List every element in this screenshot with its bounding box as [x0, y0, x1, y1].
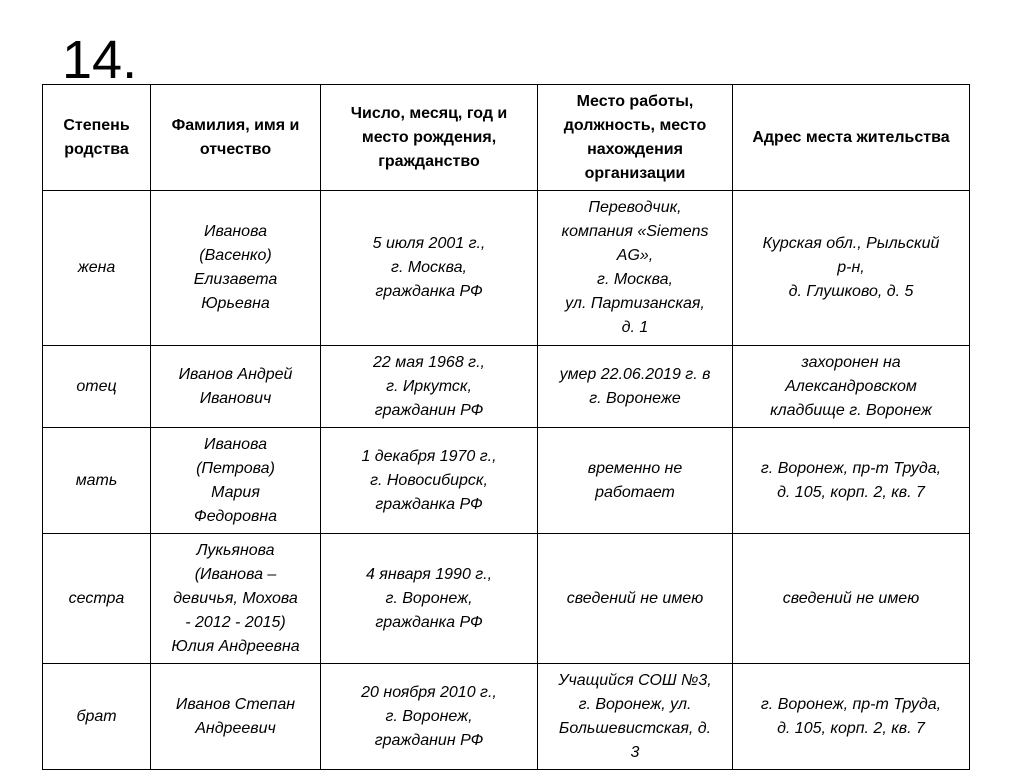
cell-relation: мать — [43, 428, 151, 534]
header-full-name: Фамилия, имя и отчество — [151, 85, 321, 191]
table-row — [43, 664, 970, 770]
table-row — [43, 191, 970, 346]
relatives-table — [42, 84, 970, 770]
cell-full-name: Иванов Андрей Иванович — [151, 346, 321, 428]
header-relation: Степень родства — [43, 85, 151, 191]
slide-title: 14. — [62, 30, 138, 90]
cell-birth-info: 4 января 1990 г., г. Воронеж, гражданка РФ — [321, 534, 538, 664]
cell-address: сведений не имею — [733, 534, 970, 664]
cell-relation: брат — [43, 664, 151, 770]
header-row — [43, 85, 970, 191]
table-row — [43, 346, 970, 428]
cell-full-name: Иванов Степан Андреевич — [151, 664, 321, 770]
cell-relation: сестра — [43, 534, 151, 664]
cell-full-name: Лукьянова (Иванова – девичья, Мохова - 2012 - 2015) Юлия Андреевна — [151, 534, 321, 664]
table-row — [43, 428, 970, 534]
cell-birth-info: 20 ноября 2010 г., г. Воронеж, гражданин РФ — [321, 664, 538, 770]
cell-address: г. Воронеж, пр-т Труда, д. 105, корп. 2, кв. 7 — [733, 664, 970, 770]
cell-relation: жена — [43, 191, 151, 346]
cell-address: захоронен на Александровском кладбище г. Воронеж — [733, 346, 970, 428]
cell-address: г. Воронеж, пр-т Труда, д. 105, корп. 2, кв. 7 — [733, 428, 970, 534]
cell-workplace: умер 22.06.2019 г. в г. Воронеже — [538, 346, 733, 428]
cell-birth-info: 22 мая 1968 г., г. Иркутск, гражданин РФ — [321, 346, 538, 428]
cell-workplace: Учащийся СОШ №3, г. Воронеж, ул. Большевистская, д. 3 — [538, 664, 733, 770]
header-workplace: Место работы, должность, место нахождения организации — [538, 85, 733, 191]
cell-workplace: сведений не имею — [538, 534, 733, 664]
cell-relation: отец — [43, 346, 151, 428]
cell-birth-info: 5 июля 2001 г., г. Москва, гражданка РФ — [321, 191, 538, 346]
table-row — [43, 534, 970, 664]
cell-address: Курская обл., Рыльский р-н, д. Глушково, д. 5 — [733, 191, 970, 346]
cell-workplace: временно не работает — [538, 428, 733, 534]
cell-full-name: Иванова (Васенко) Елизавета Юрьевна — [151, 191, 321, 346]
header-birth-info: Число, месяц, год и место рождения, гражданство — [321, 85, 538, 191]
cell-full-name: Иванова (Петрова) Мария Федоровна — [151, 428, 321, 534]
cell-birth-info: 1 декабря 1970 г., г. Новосибирск, гражданка РФ — [321, 428, 538, 534]
header-address: Адрес места жительства — [733, 85, 970, 191]
cell-workplace: Переводчик, компания «Siemens AG», г. Москва, ул. Партизанская, д. 1 — [538, 191, 733, 346]
